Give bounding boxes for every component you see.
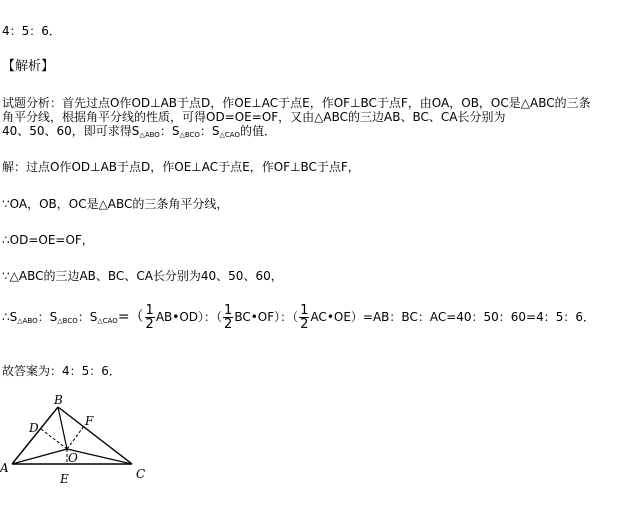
fraction-numerator: 1 bbox=[145, 303, 154, 318]
side-ab bbox=[12, 407, 58, 464]
segment-oa bbox=[12, 449, 67, 464]
half-fraction bbox=[223, 304, 233, 331]
ratio-formula bbox=[2, 303, 595, 335]
solution-line-4: ∵△ABC的三边AB、BC、CA长分别为40、50、60， bbox=[2, 269, 283, 283]
formula-sep: ：S bbox=[77, 310, 98, 324]
analysis-line-3-suffix: 的值． bbox=[239, 124, 276, 138]
final-answer: 故答案为：4：5：6． bbox=[2, 364, 121, 378]
subscript-cao: △CAO bbox=[97, 317, 118, 325]
formula-lead: ∴S bbox=[2, 310, 18, 324]
subscript-bco: △BCO bbox=[57, 317, 78, 325]
subscript-abo: △ABO bbox=[139, 131, 160, 139]
solution-line-2: ∵OA，OB，OC是△ABC的三条角平分线， bbox=[2, 197, 229, 211]
fraction-numerator: 1 bbox=[300, 303, 309, 318]
top-answer: 4：5：6． bbox=[2, 24, 61, 38]
subscript-bco: △BCO bbox=[179, 131, 200, 139]
fraction-denominator: 2 bbox=[224, 317, 233, 332]
half-fraction bbox=[299, 304, 309, 331]
label-d: D bbox=[29, 421, 39, 435]
label-c: C bbox=[136, 467, 146, 481]
section-heading: 【解析】 bbox=[2, 59, 55, 74]
formula-term-1: AB•OD）：（ bbox=[155, 310, 223, 324]
label-f: F bbox=[85, 414, 94, 428]
label-e: E bbox=[60, 472, 69, 486]
colon-separator: ：S bbox=[199, 124, 220, 138]
fraction-denominator: 2 bbox=[300, 317, 309, 332]
analysis-line-1: 试题分析：首先过点O作OD⊥AB于点D，作OE⊥AC于点E，作OF⊥BC于点F，由OA，OB，OC是△ABC的三条 bbox=[2, 96, 591, 110]
triangle-figure bbox=[0, 392, 170, 492]
analysis-line-3 bbox=[2, 124, 276, 142]
formula-sep: ：S bbox=[37, 310, 58, 324]
formula-term-2: BC•OF）：（ bbox=[234, 310, 299, 324]
solution-line-3: ∴OD=OE=OF， bbox=[2, 233, 94, 247]
subscript-abo: △ABO bbox=[17, 317, 38, 325]
fraction-denominator: 2 bbox=[145, 317, 154, 332]
formula-open: =（ bbox=[117, 309, 144, 325]
fraction-numerator: 1 bbox=[224, 303, 233, 318]
solution-line-1: 解：过点O作OD⊥AB于点D，作OE⊥AC于点E，作OF⊥BC于点F， bbox=[2, 160, 360, 174]
analysis-line-2: 角平分线，根据角平分线的性质，可得OD=OE=OF，又由△ABC的三边AB、BC、CA长分别为 bbox=[2, 110, 506, 124]
segment-of bbox=[67, 426, 84, 449]
colon-separator: ：S bbox=[159, 124, 180, 138]
formula-term-3: AC•OE）=AB：BC：AC=40：50：60=4：5：6． bbox=[310, 310, 596, 324]
label-a: A bbox=[0, 461, 9, 475]
label-o: O bbox=[68, 451, 78, 465]
half-fraction bbox=[145, 304, 155, 331]
analysis-line-3-prefix: 40、50、60，即可求得S bbox=[2, 124, 140, 138]
label-b: B bbox=[54, 393, 63, 407]
subscript-cao: △CAO bbox=[219, 131, 240, 139]
